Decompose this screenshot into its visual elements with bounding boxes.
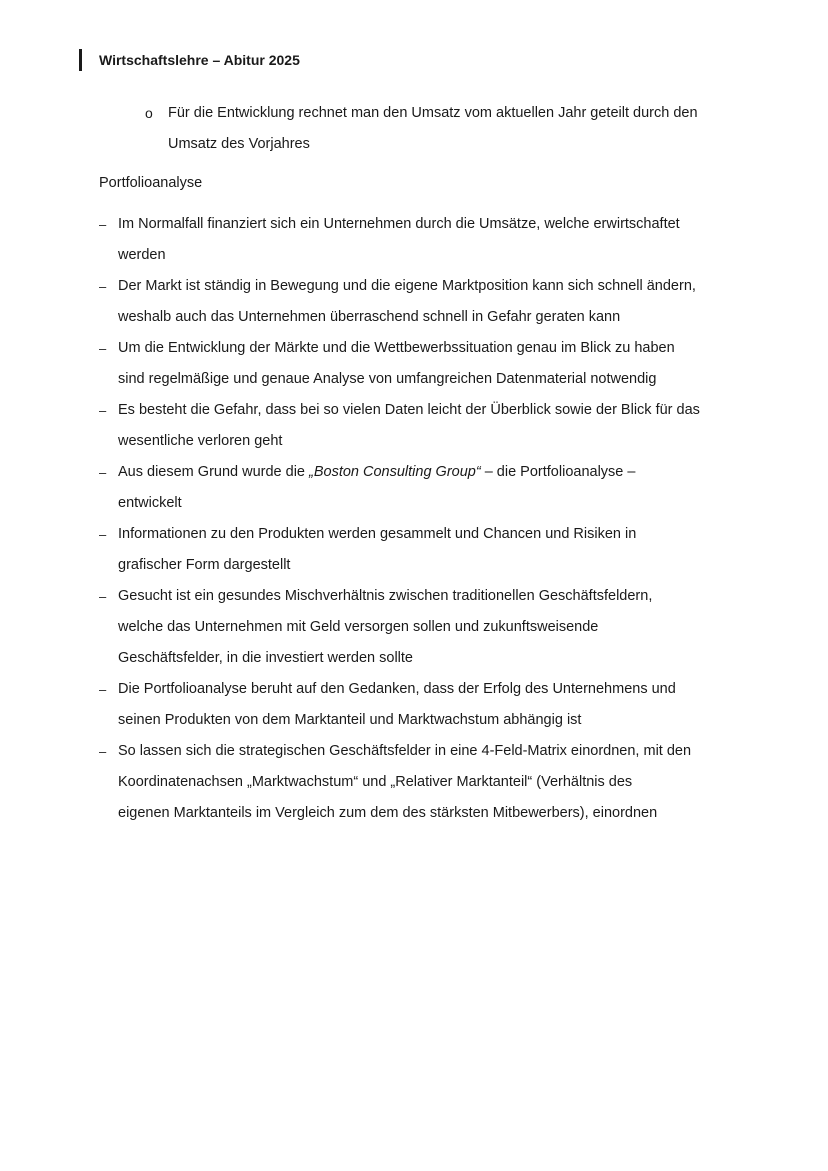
text-line: Im Normalfall finanziert sich ein Unternehmen durch die Umsätze, welche erwirtschaftet	[118, 216, 680, 232]
text-line: Informationen zu den Produkten werden gesammelt und Chancen und Risiken in	[118, 526, 637, 542]
list-item	[99, 333, 749, 395]
text-line: Es besteht die Gefahr, dass bei so vielen Daten leicht der Überblick sowie der Blick für das	[118, 402, 700, 418]
dash-bullet-icon: –	[99, 403, 107, 418]
text-line: So lassen sich die strategischen Geschäftsfelder in eine 4-Feld-Matrix einordnen, mit den	[118, 743, 692, 759]
text-line	[118, 457, 749, 488]
dash-bullet-icon: –	[99, 341, 107, 356]
text-line: seinen Produkten von dem Marktanteil und Marktwachstum abhängig ist	[118, 712, 582, 728]
organization-name: „Boston Consulting Group“	[309, 464, 481, 480]
dash-bullet-icon: –	[99, 279, 107, 294]
text-line: Umsatz des Vorjahres	[168, 136, 310, 152]
text-line: Die Portfolioanalyse beruht auf den Gedanken, dass der Erfolg des Unternehmens und	[118, 681, 676, 697]
page-header-title: Wirtschaftslehre – Abitur 2025	[99, 52, 300, 68]
text-line: welche das Unternehmen mit Geld versorgen sollen und zukunftsweisende	[118, 619, 599, 635]
text-line: Um die Entwicklung der Märkte und die Wettbewerbssituation genau im Blick zu haben	[118, 340, 675, 356]
dash-bullet-icon: –	[99, 217, 107, 232]
section-heading: Portfolioanalyse	[99, 175, 203, 191]
text-line: Der Markt ist ständig in Bewegung und die eigene Marktposition kann sich schnell ändern,	[118, 278, 696, 294]
text-line: eigenen Marktanteils im Vergleich zum dem des stärksten Mitbewerbers), einordnen	[118, 805, 658, 821]
bullet-list	[99, 209, 749, 829]
text-line: sind regelmäßige und genaue Analyse von umfangreichen Datenmaterial notwendig	[118, 371, 657, 387]
list-item	[99, 674, 749, 736]
list-item	[99, 209, 749, 271]
text-line: grafischer Form dargestellt	[118, 557, 291, 573]
list-item	[99, 581, 749, 674]
text-line: Gesucht ist ein gesundes Mischverhältnis zwischen traditionellen Geschäftsfeldern,	[118, 588, 653, 604]
sub-list-item-text	[168, 98, 748, 160]
dash-bullet-icon: –	[99, 744, 107, 759]
list-item	[99, 736, 749, 829]
text-segment: Aus diesem Grund wurde die	[118, 464, 310, 480]
text-line: wesentliche verloren geht	[118, 433, 283, 449]
dash-bullet-icon: –	[99, 682, 107, 697]
dash-bullet-icon: –	[99, 527, 107, 542]
list-item	[99, 271, 749, 333]
dash-bullet-icon: –	[99, 589, 107, 604]
list-item	[99, 519, 749, 581]
header-margin-bar	[79, 49, 82, 71]
text-line: weshalb auch das Unternehmen überraschend schnell in Gefahr geraten kann	[118, 309, 621, 325]
text-line: werden	[118, 247, 166, 263]
list-item	[99, 457, 749, 519]
list-item	[99, 395, 749, 457]
text-line: Koordinatenachsen „Marktwachstum“ und „Relativer Marktanteil“ (Verhältnis des	[118, 774, 633, 790]
text-segment: – die Portfolioanalyse –	[480, 464, 636, 480]
text-line: Für die Entwicklung rechnet man den Umsatz vom aktuellen Jahr geteilt durch den	[168, 105, 698, 121]
dash-bullet-icon: –	[99, 465, 107, 480]
text-line: entwickelt	[118, 495, 182, 511]
circle-bullet-icon: o	[145, 105, 153, 121]
text-line: Geschäftsfelder, in die investiert werden sollte	[118, 650, 413, 666]
